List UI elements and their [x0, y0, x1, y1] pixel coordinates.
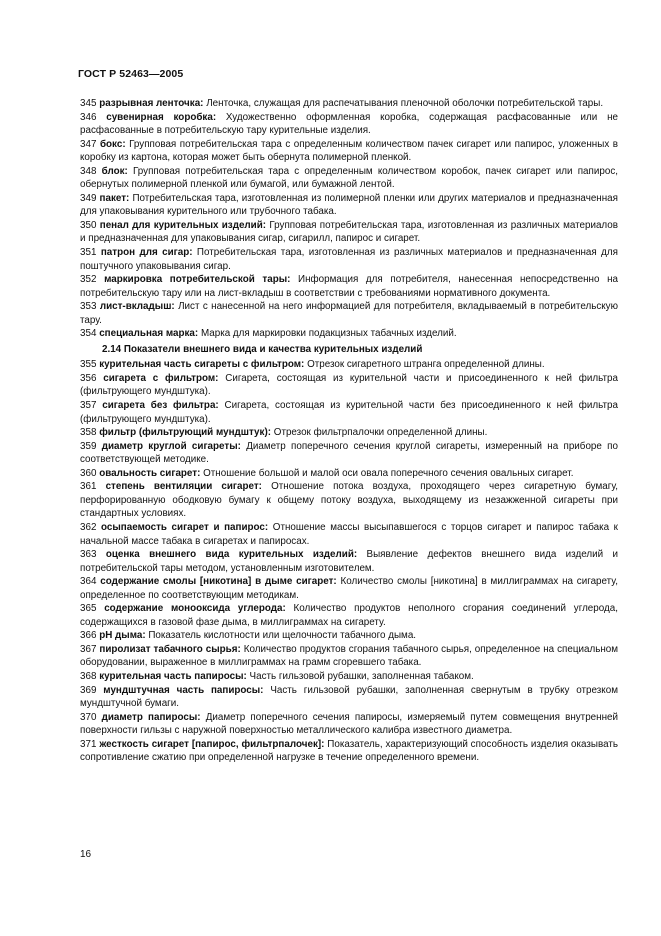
term-number: 364	[80, 576, 97, 588]
term-entry	[80, 246, 618, 273]
term-definition: Выявление дефектов внешнего вида изделий и потребительской тары методом, установленным изготовителем.	[80, 549, 618, 574]
term-number: 350	[80, 219, 97, 231]
term-list-quality	[80, 358, 618, 764]
term-number: 346	[80, 111, 97, 123]
term-entry	[80, 602, 618, 629]
term-name: курительная часть папиросы:	[99, 670, 247, 682]
term-entry	[80, 521, 618, 548]
term-entry	[80, 327, 618, 341]
term-definition: Ленточка, служащая для распечатывания пленочной оболочки потребительской тары.	[206, 98, 604, 109]
term-number: 348	[80, 165, 97, 177]
term-entry	[80, 372, 618, 399]
term-number: 365	[80, 603, 97, 615]
term-name: сувенирная коробка:	[106, 111, 217, 123]
term-definition: Групповая потребительская тара с определенным количеством пачек сигарет или папирос, уложенных в коробку из картона, которая может быть обернута полимерной пленкой.	[80, 138, 618, 164]
term-entry	[80, 300, 618, 327]
term-definition: Потребительская тара, изготовленная из различных материалов и предназначенная для поштучного упаковывания сигар.	[80, 247, 618, 272]
term-name: овальность сигарет:	[99, 467, 201, 479]
standard-header: ГОСТ Р 52463—2005	[78, 68, 184, 80]
term-name: жесткость сигарет [папирос, фильтрпалочек]:	[99, 738, 325, 750]
term-number: 358	[80, 427, 97, 439]
term-name: пиролизат табачного сырья:	[99, 643, 241, 655]
term-number: 355	[80, 359, 97, 371]
term-number: 353	[80, 301, 97, 313]
section-heading: 2.14 Показатели внешнего вида и качества курительных изделий	[102, 343, 423, 355]
term-name: бокс:	[99, 138, 126, 150]
term-definition: Количество смолы [никотина] в миллиграммах на сигарету, определенное по соответствующим методикам.	[80, 576, 618, 601]
term-entry	[80, 440, 618, 467]
term-entry	[80, 111, 618, 138]
term-entry	[80, 643, 618, 670]
term-entry	[80, 399, 618, 426]
term-name: маркировка потребительской тары:	[104, 274, 291, 286]
term-entry	[80, 575, 618, 602]
term-name: диаметр круглой сигареты:	[101, 440, 241, 452]
term-name: пакет:	[99, 192, 130, 204]
term-entry	[80, 548, 618, 575]
term-name: курительная часть сигареты с фильтром:	[99, 359, 305, 371]
terms-content	[80, 97, 618, 765]
term-definition: Отношение большой и малой оси овала поперечного сечения овальных сигарет.	[203, 467, 574, 479]
term-number: 357	[80, 400, 97, 412]
term-number: 360	[80, 467, 97, 479]
term-number: 370	[80, 711, 97, 723]
term-entry	[80, 629, 618, 643]
term-entry	[80, 219, 618, 246]
term-definition: Отрезок сигаретного штранга определенной длины.	[307, 359, 545, 371]
term-definition: Часть гильзовой рубашки, заполненная табаком.	[249, 670, 474, 682]
term-entry	[80, 670, 618, 684]
term-name: фильтр (фильтрующий мундштук):	[99, 427, 272, 439]
term-name: мундштучная часть папиросы:	[103, 684, 264, 696]
term-name: пенал для курительных изделий:	[99, 219, 267, 231]
term-name: специальная марка:	[99, 328, 199, 340]
term-name: лист-вкладыш:	[99, 301, 175, 313]
term-number: 347	[80, 138, 97, 150]
term-entry	[80, 684, 618, 711]
term-entry	[80, 97, 618, 111]
term-number: 351	[80, 247, 97, 259]
term-definition: Отношение массы высыпавшегося с торцов сигарет и папирос табака к начальной массе табака в сигаретах и папиросах.	[80, 521, 618, 547]
term-entry	[80, 480, 618, 521]
term-number: 366	[80, 630, 97, 642]
term-name: содержание смолы [никотина] в дыме сигарет:	[100, 576, 337, 588]
term-number: 369	[80, 684, 97, 696]
term-definition: Информация для потребителя, нанесенная непосредственно на потребительскую тару или на лист-вкладыш в соответствии с требованиями нормативного документа.	[80, 274, 618, 299]
term-name: блок:	[101, 165, 128, 177]
term-definition: Количество продуктов неполного сгорания соединений углерода, содержащихся в газовой фазе дыма, в миллиграммах на сигарету.	[80, 603, 618, 628]
term-name: патрон для сигар:	[100, 247, 193, 259]
term-definition: Художественно оформленная коробка, содержащая расфасованные или не расфасованные в потребительскую тару курительные изделия.	[80, 111, 618, 137]
term-number: 367	[80, 643, 97, 655]
term-entry	[80, 165, 618, 192]
term-number: 362	[80, 521, 97, 533]
term-number: 368	[80, 670, 97, 682]
term-definition: Сигарета, состоящая из курительной части и присоединенного к ней фильтра (фильтрующего мундштука).	[80, 372, 618, 398]
term-name: содержание монооксида углерода:	[104, 603, 286, 615]
term-name: pH дыма:	[99, 630, 146, 642]
term-entry	[80, 192, 618, 219]
term-number: 363	[80, 549, 97, 561]
term-number: 356	[80, 372, 97, 384]
term-list-packaging	[80, 97, 618, 341]
term-definition: Часть гильзовой рубашки, заполненная свернутым в трубку отрезком мундштучной бумаги.	[80, 684, 618, 710]
term-definition: Сигарета, состоящая из курительной части без присоединенного к ней фильтра (фильтрующего мундштука).	[80, 400, 618, 425]
term-definition: Потребительская тара, изготовленная из полимерной пленки или других материалов и предназначенная для упаковывания курительного или трубочного табака.	[80, 192, 618, 218]
term-entry	[80, 273, 618, 300]
term-definition: Групповая потребительская тара с определенным количеством коробок, пачек сигарет или папирос, обернутых полимерной пленкой или бумагой, или бумажной лентой.	[80, 165, 618, 191]
term-number: 345	[80, 98, 97, 109]
term-name: оценка внешнего вида курительных изделий:	[105, 549, 358, 561]
term-definition: Количество продуктов сгорания табачного сырья, определенное на специальном оборудовании, выраженное в миллиграммах на грамм сгоревшего табака.	[80, 643, 618, 669]
term-entry	[80, 358, 618, 372]
term-number: 352	[80, 274, 97, 286]
term-entry	[80, 711, 618, 738]
term-definition: Показатель кислотности или щелочности табачного дыма.	[148, 630, 417, 642]
term-definition: Групповая потребительская тара, изготовленная из различных материалов и предназначенная для упаковывания сигар, сигарилл, папирос и сигарет.	[80, 219, 618, 245]
term-name: сигарета без фильтра:	[102, 400, 219, 412]
term-entry	[80, 138, 618, 165]
term-name: степень вентиляции сигарет:	[105, 481, 262, 493]
term-number: 371	[80, 738, 97, 750]
term-definition: Показатель, характеризующий способность изделия оказывать сопротивление сжатию при определенной нагрузке в течение определенного времени.	[80, 738, 618, 764]
term-definition: Марка для маркировки подакцизных табачных изделий.	[200, 328, 457, 340]
term-definition: Диаметр поперечного сечения круглой сигареты, измеренный на приборе по соответствующей методике.	[80, 440, 618, 466]
term-number: 354	[80, 328, 97, 340]
term-definition: Диаметр поперечного сечения папиросы, измеряемый путем совмещения внутренней поверхности гильзы с наружной поверхностью металлического калибра известного диаметра.	[80, 711, 618, 737]
term-number: 349	[80, 192, 97, 204]
term-entry	[80, 738, 618, 765]
term-name: разрывная ленточка:	[99, 98, 204, 109]
term-definition: Отношение потока воздуха, проходящего через сигаретную бумагу, перфорированную ободковую бумагу к общему потоку воздуха, выходящему из незажженной сигареты при стандартных условиях.	[80, 481, 618, 520]
term-definition: Отрезок фильтрпалочки определенной длины.	[273, 427, 488, 439]
term-number: 359	[80, 440, 97, 452]
term-number: 361	[80, 481, 97, 493]
page-number: 16	[80, 849, 92, 860]
term-name: сигарета с фильтром:	[103, 372, 219, 384]
term-definition: Лист с нанесенной на него информацией для потребителя, вкладываемый в потребительскую тару.	[80, 301, 618, 326]
term-name: диаметр папиросы:	[101, 711, 201, 723]
term-name: осыпаемость сигарет и папирос:	[101, 521, 269, 533]
term-entry	[80, 467, 618, 481]
term-entry	[80, 426, 618, 440]
